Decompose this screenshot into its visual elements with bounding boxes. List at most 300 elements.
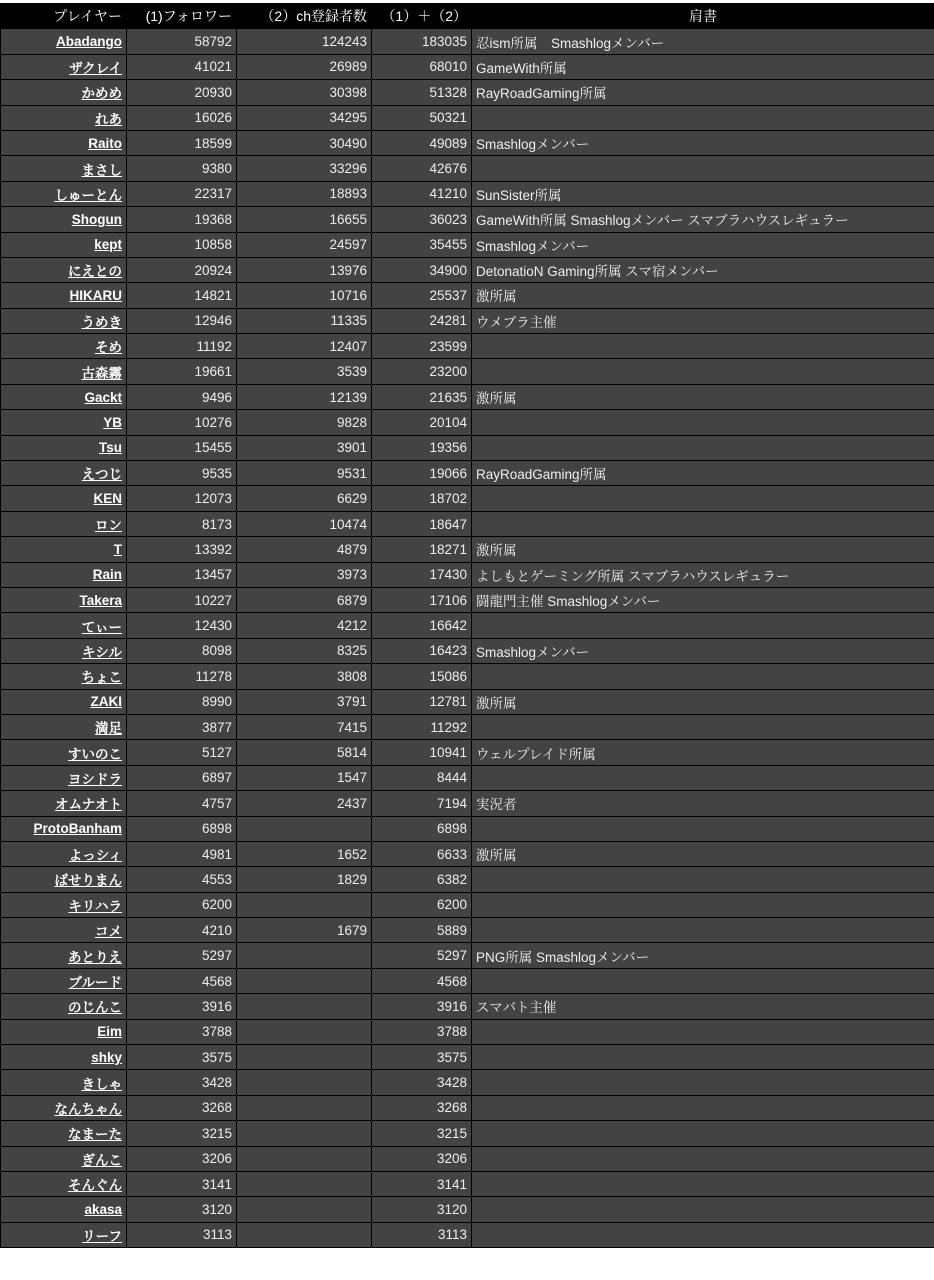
subscribers-cell[interactable]: 9828 <box>237 410 372 435</box>
title-cell[interactable]: 実況者 <box>472 791 934 816</box>
followers-cell[interactable]: 12430 <box>127 613 237 638</box>
title-cell[interactable] <box>472 156 934 181</box>
title-cell[interactable] <box>472 1222 934 1247</box>
subscribers-cell[interactable]: 1652 <box>237 841 372 866</box>
total-cell[interactable]: 3916 <box>372 994 472 1019</box>
player-name-cell[interactable] <box>1 918 127 943</box>
followers-cell[interactable]: 15455 <box>127 435 237 460</box>
player-link[interactable]: まさし <box>81 162 122 178</box>
subscribers-cell[interactable]: 34295 <box>237 105 372 130</box>
total-cell[interactable]: 6382 <box>372 867 472 892</box>
player-name-cell[interactable] <box>1 892 127 917</box>
total-cell[interactable]: 10941 <box>372 740 472 765</box>
subscribers-cell[interactable] <box>237 1146 372 1171</box>
player-name-cell[interactable] <box>1 257 127 282</box>
player-name-cell[interactable] <box>1 181 127 206</box>
followers-cell[interactable]: 3113 <box>127 1222 237 1247</box>
title-cell[interactable] <box>472 359 934 384</box>
subscribers-cell[interactable]: 13976 <box>237 257 372 282</box>
subscribers-cell[interactable] <box>237 1045 372 1070</box>
player-name-cell[interactable] <box>1 867 127 892</box>
total-cell[interactable]: 3215 <box>372 1121 472 1146</box>
player-link[interactable]: よっシィ <box>68 848 122 864</box>
followers-cell[interactable]: 4568 <box>127 968 237 993</box>
title-cell[interactable] <box>472 486 934 511</box>
total-cell[interactable]: 5889 <box>372 918 472 943</box>
player-link[interactable]: ブルード <box>68 975 122 991</box>
title-cell[interactable] <box>472 1197 934 1222</box>
total-cell[interactable]: 12781 <box>372 689 472 714</box>
subscribers-cell[interactable] <box>237 943 372 968</box>
subscribers-cell[interactable]: 1547 <box>237 765 372 790</box>
header-subscribers[interactable]: （2）ch登録者数 <box>237 4 372 29</box>
title-cell[interactable]: Smashlogメンバー <box>472 130 934 155</box>
player-link[interactable]: オムナオト <box>55 797 122 813</box>
subscribers-cell[interactable]: 12407 <box>237 334 372 359</box>
title-cell[interactable] <box>472 1070 934 1095</box>
total-cell[interactable]: 42676 <box>372 156 472 181</box>
player-link[interactable]: Tsu <box>99 440 122 456</box>
total-cell[interactable]: 6633 <box>372 841 472 866</box>
player-name-cell[interactable] <box>1 943 127 968</box>
title-cell[interactable]: 闘龍門主催 Smashlogメンバー <box>472 587 934 612</box>
followers-cell[interactable]: 6898 <box>127 816 237 841</box>
title-cell[interactable]: DetonatioN Gaming所属 スマ宿メンバー <box>472 257 934 282</box>
player-link[interactable]: キリハラ <box>68 898 122 914</box>
title-cell[interactable]: 激所属 <box>472 384 934 409</box>
subscribers-cell[interactable] <box>237 1019 372 1044</box>
title-cell[interactable]: RayRoadGaming所属 <box>472 461 934 486</box>
player-link[interactable]: あとりえ <box>68 949 122 965</box>
total-cell[interactable]: 18647 <box>372 511 472 536</box>
subscribers-cell[interactable]: 124243 <box>237 29 372 54</box>
title-cell[interactable] <box>472 867 934 892</box>
player-link[interactable]: akasa <box>84 1202 122 1218</box>
player-link[interactable]: ちょこ <box>81 670 122 686</box>
player-link[interactable]: うめき <box>81 314 122 330</box>
total-cell[interactable]: 6898 <box>372 816 472 841</box>
followers-cell[interactable]: 3268 <box>127 1095 237 1120</box>
player-link[interactable]: Rain <box>92 567 122 583</box>
player-name-cell[interactable] <box>1 1197 127 1222</box>
player-link[interactable]: れあ <box>95 111 122 127</box>
player-link[interactable]: ProtoBanham <box>33 821 122 837</box>
player-name-cell[interactable] <box>1 435 127 460</box>
total-cell[interactable]: 51328 <box>372 80 472 105</box>
total-cell[interactable]: 3575 <box>372 1045 472 1070</box>
title-cell[interactable] <box>472 1121 934 1146</box>
player-name-cell[interactable] <box>1 1146 127 1171</box>
title-cell[interactable]: 忍ism所属 Smashlogメンバー <box>472 29 934 54</box>
total-cell[interactable]: 3120 <box>372 1197 472 1222</box>
player-name-cell[interactable] <box>1 156 127 181</box>
followers-cell[interactable]: 11192 <box>127 334 237 359</box>
subscribers-cell[interactable]: 5814 <box>237 740 372 765</box>
subscribers-cell[interactable] <box>237 968 372 993</box>
subscribers-cell[interactable] <box>237 816 372 841</box>
player-link[interactable]: ヨシドラ <box>68 771 122 787</box>
total-cell[interactable]: 17106 <box>372 587 472 612</box>
player-link[interactable]: リーフ <box>82 1228 122 1244</box>
title-cell[interactable] <box>472 334 934 359</box>
title-cell[interactable]: SunSister所属 <box>472 181 934 206</box>
total-cell[interactable]: 19066 <box>372 461 472 486</box>
total-cell[interactable]: 18271 <box>372 537 472 562</box>
total-cell[interactable]: 24281 <box>372 308 472 333</box>
player-link[interactable]: えつじ <box>81 467 122 483</box>
subscribers-cell[interactable] <box>237 994 372 1019</box>
player-name-cell[interactable] <box>1 207 127 232</box>
followers-cell[interactable]: 13392 <box>127 537 237 562</box>
total-cell[interactable]: 3206 <box>372 1146 472 1171</box>
followers-cell[interactable]: 10858 <box>127 232 237 257</box>
player-link[interactable]: Eim <box>97 1024 122 1040</box>
followers-cell[interactable]: 14821 <box>127 283 237 308</box>
subscribers-cell[interactable] <box>237 1171 372 1196</box>
subscribers-cell[interactable] <box>237 1222 372 1247</box>
total-cell[interactable]: 183035 <box>372 29 472 54</box>
total-cell[interactable]: 19356 <box>372 435 472 460</box>
player-name-cell[interactable] <box>1 1121 127 1146</box>
subscribers-cell[interactable]: 11335 <box>237 308 372 333</box>
total-cell[interactable]: 3141 <box>372 1171 472 1196</box>
title-cell[interactable] <box>472 511 934 536</box>
player-name-cell[interactable] <box>1 841 127 866</box>
table-row <box>1 1171 934 1196</box>
title-cell[interactable]: ウェルプレイド所属 <box>472 740 934 765</box>
total-cell[interactable]: 3268 <box>372 1095 472 1120</box>
title-cell[interactable]: よしもとゲーミング所属 スマブラハウスレギュラー <box>472 562 934 587</box>
title-cell[interactable]: PNG所属 Smashlogメンバー <box>472 943 934 968</box>
header-total[interactable]: （1）＋（2） <box>372 4 472 29</box>
followers-cell[interactable]: 19661 <box>127 359 237 384</box>
player-link[interactable]: すいのこ <box>68 746 122 762</box>
followers-cell[interactable]: 3877 <box>127 714 237 739</box>
title-cell[interactable]: 激所属 <box>472 283 934 308</box>
subscribers-cell[interactable] <box>237 1070 372 1095</box>
title-cell[interactable] <box>472 410 934 435</box>
total-cell[interactable]: 23599 <box>372 334 472 359</box>
player-name-cell[interactable] <box>1 1045 127 1070</box>
total-cell[interactable]: 23200 <box>372 359 472 384</box>
total-cell[interactable]: 20104 <box>372 410 472 435</box>
title-cell[interactable] <box>472 1146 934 1171</box>
subscribers-cell[interactable]: 8325 <box>237 638 372 663</box>
followers-cell[interactable]: 4757 <box>127 791 237 816</box>
subscribers-cell[interactable]: 10716 <box>237 283 372 308</box>
subscribers-cell[interactable]: 18893 <box>237 181 372 206</box>
followers-cell[interactable]: 13457 <box>127 562 237 587</box>
player-name-cell[interactable] <box>1 105 127 130</box>
title-cell[interactable]: Smashlogメンバー <box>472 638 934 663</box>
total-cell[interactable]: 11292 <box>372 714 472 739</box>
followers-cell[interactable]: 5297 <box>127 943 237 968</box>
player-link[interactable]: kept <box>94 237 122 253</box>
player-name-cell[interactable] <box>1 816 127 841</box>
player-name-cell[interactable] <box>1 359 127 384</box>
followers-cell[interactable]: 8098 <box>127 638 237 663</box>
subscribers-cell[interactable]: 26989 <box>237 54 372 79</box>
subscribers-cell[interactable]: 3973 <box>237 562 372 587</box>
title-cell[interactable]: 激所属 <box>472 537 934 562</box>
player-name-cell[interactable] <box>1 765 127 790</box>
title-cell[interactable]: スマバト主催 <box>472 994 934 1019</box>
player-link[interactable]: 古森霧 <box>81 365 122 381</box>
title-cell[interactable]: RayRoadGaming所属 <box>472 80 934 105</box>
total-cell[interactable]: 15086 <box>372 664 472 689</box>
header-player[interactable]: プレイヤー <box>1 4 127 29</box>
total-cell[interactable]: 16642 <box>372 613 472 638</box>
player-name-cell[interactable] <box>1 511 127 536</box>
total-cell[interactable]: 49089 <box>372 130 472 155</box>
subscribers-cell[interactable]: 9531 <box>237 461 372 486</box>
player-link[interactable]: ZAKI <box>90 694 122 710</box>
player-link[interactable]: そんぐん <box>68 1178 122 1194</box>
subscribers-cell[interactable]: 30398 <box>237 80 372 105</box>
player-name-cell[interactable] <box>1 461 127 486</box>
player-link[interactable]: YB <box>103 414 122 430</box>
total-cell[interactable]: 3428 <box>372 1070 472 1095</box>
title-cell[interactable]: GameWith所属 Smashlogメンバー スマブラハウスレギュラー <box>472 207 934 232</box>
followers-cell[interactable]: 3206 <box>127 1146 237 1171</box>
subscribers-cell[interactable] <box>237 892 372 917</box>
player-link[interactable]: ロン <box>95 518 122 533</box>
title-cell[interactable] <box>472 1019 934 1044</box>
total-cell[interactable]: 41210 <box>372 181 472 206</box>
title-cell[interactable]: 激所属 <box>472 689 934 714</box>
player-name-cell[interactable] <box>1 791 127 816</box>
followers-cell[interactable]: 8990 <box>127 689 237 714</box>
table-row <box>1 1095 934 1120</box>
total-cell[interactable]: 3788 <box>372 1019 472 1044</box>
title-cell[interactable] <box>472 105 934 130</box>
followers-cell[interactable]: 3788 <box>127 1019 237 1044</box>
subscribers-cell[interactable]: 6879 <box>237 587 372 612</box>
header-row <box>1 4 934 29</box>
player-link[interactable]: コメ <box>95 924 122 940</box>
player-link[interactable]: キシル <box>81 644 122 660</box>
player-link[interactable]: なんちゃん <box>54 1101 122 1117</box>
player-name-cell[interactable] <box>1 638 127 663</box>
followers-cell[interactable]: 10227 <box>127 587 237 612</box>
title-cell[interactable] <box>472 1171 934 1196</box>
player-link[interactable]: そめ <box>95 340 122 356</box>
followers-cell[interactable]: 41021 <box>127 54 237 79</box>
player-link[interactable]: かめめ <box>81 86 122 102</box>
subscribers-cell[interactable] <box>237 1095 372 1120</box>
followers-cell[interactable]: 10276 <box>127 410 237 435</box>
player-name-cell[interactable] <box>1 1019 127 1044</box>
title-cell[interactable] <box>472 918 934 943</box>
title-cell[interactable] <box>472 892 934 917</box>
player-link[interactable]: ばせりまん <box>54 873 122 889</box>
total-cell[interactable]: 17430 <box>372 562 472 587</box>
player-link[interactable]: しゅーとん <box>54 187 122 203</box>
subscribers-cell[interactable]: 24597 <box>237 232 372 257</box>
title-cell[interactable]: Smashlogメンバー <box>472 232 934 257</box>
player-name-cell[interactable] <box>1 994 127 1019</box>
title-cell[interactable] <box>472 816 934 841</box>
followers-cell[interactable]: 5127 <box>127 740 237 765</box>
player-name-cell[interactable] <box>1 29 127 54</box>
player-link[interactable]: のじんこ <box>68 1000 122 1016</box>
player-link[interactable]: HIKARU <box>69 287 122 303</box>
player-name-cell[interactable] <box>1 384 127 409</box>
player-link[interactable]: にえとの <box>68 264 122 280</box>
player-name-cell[interactable] <box>1 334 127 359</box>
title-cell[interactable]: ウメブラ主催 <box>472 308 934 333</box>
title-cell[interactable] <box>472 1045 934 1070</box>
total-cell[interactable]: 68010 <box>372 54 472 79</box>
subscribers-cell[interactable]: 2437 <box>237 791 372 816</box>
followers-cell[interactable]: 3141 <box>127 1171 237 1196</box>
total-cell[interactable]: 36023 <box>372 207 472 232</box>
player-name-cell[interactable] <box>1 689 127 714</box>
title-cell[interactable]: GameWith所属 <box>472 54 934 79</box>
player-link[interactable]: Abadango <box>56 34 122 50</box>
total-cell[interactable]: 4568 <box>372 968 472 993</box>
player-link[interactable]: KEN <box>93 491 122 507</box>
player-name-cell[interactable] <box>1 1171 127 1196</box>
player-name-cell[interactable] <box>1 486 127 511</box>
player-link[interactable]: てぃー <box>81 619 122 635</box>
subscribers-cell[interactable]: 4212 <box>237 613 372 638</box>
subscribers-cell[interactable]: 12139 <box>237 384 372 409</box>
player-name-cell[interactable] <box>1 130 127 155</box>
followers-cell[interactable]: 12946 <box>127 308 237 333</box>
player-name-cell[interactable] <box>1 1222 127 1247</box>
total-cell[interactable]: 8444 <box>372 765 472 790</box>
followers-cell[interactable]: 3575 <box>127 1045 237 1070</box>
total-cell[interactable]: 7194 <box>372 791 472 816</box>
title-cell[interactable] <box>472 714 934 739</box>
player-name-cell[interactable] <box>1 714 127 739</box>
player-name-cell[interactable] <box>1 308 127 333</box>
player-name-cell[interactable] <box>1 587 127 612</box>
player-link[interactable]: ザクレイ <box>69 60 122 76</box>
player-link[interactable]: なまーた <box>68 1127 122 1143</box>
total-cell[interactable]: 5297 <box>372 943 472 968</box>
followers-cell[interactable]: 6897 <box>127 765 237 790</box>
followers-cell[interactable]: 3916 <box>127 994 237 1019</box>
title-cell[interactable] <box>472 435 934 460</box>
total-cell[interactable]: 35455 <box>372 232 472 257</box>
followers-cell[interactable]: 11278 <box>127 664 237 689</box>
player-name-cell[interactable] <box>1 232 127 257</box>
subscribers-cell[interactable]: 3808 <box>237 664 372 689</box>
followers-cell[interactable]: 18599 <box>127 130 237 155</box>
followers-cell[interactable]: 4981 <box>127 841 237 866</box>
player-name-cell[interactable] <box>1 410 127 435</box>
subscribers-cell[interactable]: 1829 <box>237 867 372 892</box>
subscribers-cell[interactable]: 3539 <box>237 359 372 384</box>
followers-cell[interactable]: 3215 <box>127 1121 237 1146</box>
player-name-cell[interactable] <box>1 613 127 638</box>
subscribers-cell[interactable]: 4879 <box>237 537 372 562</box>
total-cell[interactable]: 3113 <box>372 1222 472 1247</box>
title-cell[interactable] <box>472 765 934 790</box>
followers-cell[interactable]: 12073 <box>127 486 237 511</box>
subscribers-cell[interactable]: 33296 <box>237 156 372 181</box>
subscribers-cell[interactable]: 7415 <box>237 714 372 739</box>
followers-cell[interactable]: 8173 <box>127 511 237 536</box>
total-cell[interactable]: 16423 <box>372 638 472 663</box>
player-link[interactable]: Raito <box>88 135 122 151</box>
total-cell[interactable]: 50321 <box>372 105 472 130</box>
subscribers-cell[interactable] <box>237 1197 372 1222</box>
player-name-cell[interactable] <box>1 283 127 308</box>
player-link[interactable]: Shogun <box>71 211 122 227</box>
subscribers-cell[interactable]: 3791 <box>237 689 372 714</box>
title-cell[interactable] <box>472 664 934 689</box>
player-link[interactable]: Takera <box>79 592 122 608</box>
followers-cell[interactable]: 16026 <box>127 105 237 130</box>
player-link[interactable]: T <box>113 541 122 557</box>
followers-cell[interactable]: 6200 <box>127 892 237 917</box>
followers-cell[interactable]: 4553 <box>127 867 237 892</box>
player-name-cell[interactable] <box>1 1095 127 1120</box>
followers-cell[interactable]: 19368 <box>127 207 237 232</box>
followers-cell[interactable]: 9535 <box>127 461 237 486</box>
player-name-cell[interactable] <box>1 740 127 765</box>
table-row <box>1 232 934 257</box>
player-link[interactable]: Gackt <box>84 389 122 405</box>
player-name-cell[interactable] <box>1 1070 127 1095</box>
followers-cell[interactable]: 20930 <box>127 80 237 105</box>
followers-cell[interactable]: 58792 <box>127 29 237 54</box>
title-cell[interactable] <box>472 1095 934 1120</box>
followers-cell[interactable]: 3120 <box>127 1197 237 1222</box>
total-cell[interactable]: 6200 <box>372 892 472 917</box>
table-row <box>1 257 934 282</box>
table-row <box>1 384 934 409</box>
player-link[interactable]: shky <box>91 1049 122 1065</box>
player-name-cell[interactable] <box>1 54 127 79</box>
player-name-cell[interactable] <box>1 537 127 562</box>
player-link[interactable]: 満足 <box>95 721 122 737</box>
title-cell[interactable] <box>472 613 934 638</box>
subscribers-cell[interactable]: 3901 <box>237 435 372 460</box>
followers-cell[interactable]: 4210 <box>127 918 237 943</box>
header-title[interactable]: 肩書 <box>472 4 934 29</box>
subscribers-cell[interactable]: 6629 <box>237 486 372 511</box>
title-cell[interactable] <box>472 968 934 993</box>
subscribers-cell[interactable] <box>237 1121 372 1146</box>
total-cell[interactable]: 21635 <box>372 384 472 409</box>
subscribers-cell[interactable]: 30490 <box>237 130 372 155</box>
followers-cell[interactable]: 9380 <box>127 156 237 181</box>
subscribers-cell[interactable]: 1679 <box>237 918 372 943</box>
player-name-cell[interactable] <box>1 80 127 105</box>
subscribers-cell[interactable]: 16655 <box>237 207 372 232</box>
player-link[interactable]: きしゃ <box>81 1076 122 1092</box>
title-cell[interactable]: 激所属 <box>472 841 934 866</box>
player-name-cell[interactable] <box>1 562 127 587</box>
player-name-cell[interactable] <box>1 968 127 993</box>
total-cell[interactable]: 34900 <box>372 257 472 282</box>
followers-cell[interactable]: 3428 <box>127 1070 237 1095</box>
subscribers-cell[interactable]: 10474 <box>237 511 372 536</box>
player-name-cell[interactable] <box>1 664 127 689</box>
header-followers[interactable]: (1)フォロワー <box>127 4 237 29</box>
total-cell[interactable]: 25537 <box>372 283 472 308</box>
followers-cell[interactable]: 20924 <box>127 257 237 282</box>
followers-cell[interactable]: 22317 <box>127 181 237 206</box>
total-cell[interactable]: 18702 <box>372 486 472 511</box>
player-table <box>0 3 934 1248</box>
followers-cell[interactable]: 9496 <box>127 384 237 409</box>
player-link[interactable]: ぎんこ <box>81 1152 122 1168</box>
